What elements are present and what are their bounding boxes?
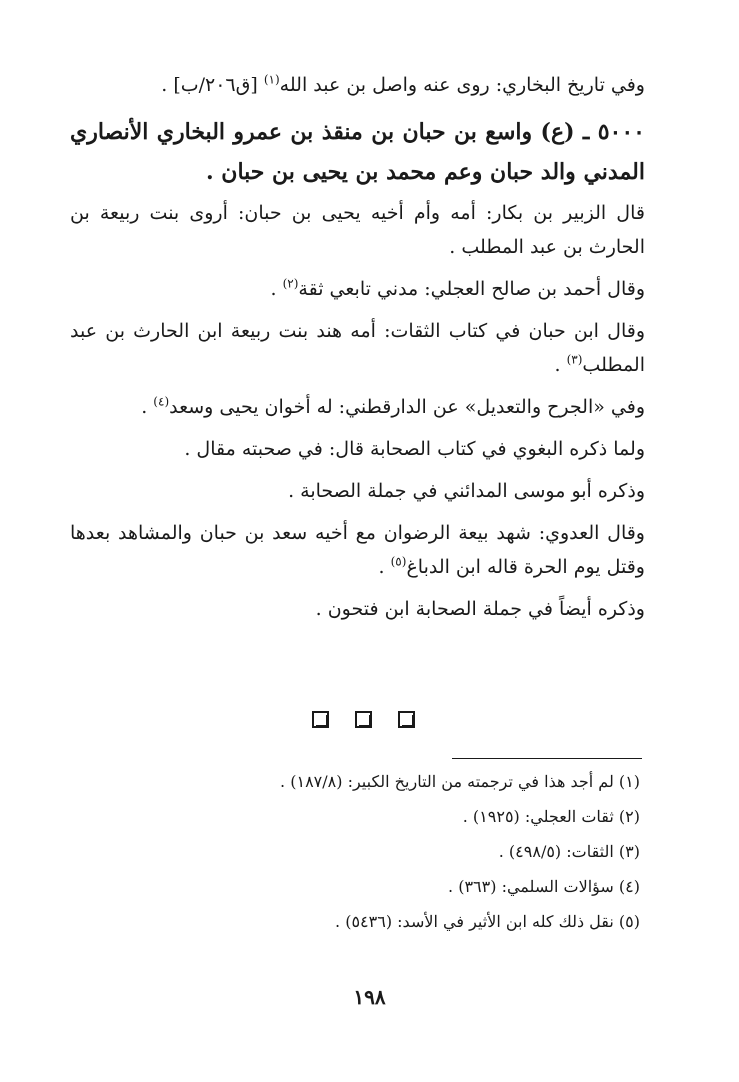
footnote-marker: (١) <box>263 72 280 87</box>
footnote-marker: (٣) <box>566 352 583 367</box>
paragraph-end: . <box>554 354 567 376</box>
paragraph-ijli <box>70 272 645 306</box>
paragraph-text: وقال ابن حبان في كتاب الثقات: أمه هند بنت ربيعة ابن الحارث بن عبد المطلب <box>70 320 645 376</box>
box-icon <box>312 711 330 729</box>
paragraph-adawi <box>70 516 645 584</box>
paragraph-jarh <box>70 390 645 424</box>
footnote-5: (٥) نقل ذلك كله ابن الأثير في الأسد: (٥٤٣٦) . <box>335 912 640 931</box>
paragraph-zubayr: قال الزبير بن بكار: أمه وأم أخيه يحيى بن حبان: أروى بنت ربيعة بن الحارث بن عبد المطلب . <box>70 202 645 258</box>
box-icon <box>355 711 373 729</box>
box-icon <box>398 711 416 729</box>
footnote-marker: (٥) <box>390 554 407 569</box>
paragraph-text: وفي «الجرح والتعديل» عن الدارقطني: له أخوان يحيى وسعد <box>169 396 645 418</box>
paragraph-end: . <box>270 278 283 300</box>
paragraph-end: . <box>378 556 391 578</box>
footnote-3: (٣) الثقات: (٤٩٨/٥) . <box>498 842 640 861</box>
footnote-divider <box>452 758 642 759</box>
paragraph-text: وقال العدوي: شهد بيعة الرضوان مع أخيه سعد بن حبان والمشاهد بعدها وقتل يوم الحرة قاله ابن الدباغ <box>70 522 645 578</box>
footnote-4: (٤) سؤالات السلمي: (٣٦٣) . <box>448 877 640 896</box>
paragraph-end: . <box>141 396 154 418</box>
manuscript-reference: [ق٢٠٦/ب] . <box>161 74 264 96</box>
intro-paragraph <box>70 68 645 102</box>
footnote-2: (٢) ثقات العجلي: (١٩٢٥) . <box>462 807 640 826</box>
paragraph-ibn-hibban <box>70 314 645 382</box>
entry-heading: ٥٠٠٠ ـ (ع) واسع بن حبان بن منقذ بن عمرو البخاري الأنصاري المدني والد حبان وعم محمد بن يحيى بن حبان . <box>70 119 645 185</box>
page-number: ١٩٨ <box>353 985 386 1009</box>
paragraph-text: وقال أحمد بن صالح العجلي: مدني تابعي ثقة <box>298 278 645 300</box>
footnote-marker: (٢) <box>282 276 299 291</box>
paragraph-ibn-fathun: وذكره أيضاً في جملة الصحابة ابن فتحون . <box>315 598 645 620</box>
paragraph-abu-musa: وذكره أبو موسى المدائني في جملة الصحابة . <box>288 480 645 502</box>
footnote-1: (١) لم أجد هذا في ترجمته من التاريخ الكبير: (١٨٧/٨) . <box>280 772 640 791</box>
footnote-marker: (٤) <box>153 394 170 409</box>
intro-text: وفي تاريخ البخاري: روى عنه واصل بن عبد الله <box>279 74 645 96</box>
paragraph-baghawi: ولما ذكره البغوي في كتاب الصحابة قال: في صحبته مقال . <box>184 438 645 460</box>
section-separator <box>312 708 416 732</box>
